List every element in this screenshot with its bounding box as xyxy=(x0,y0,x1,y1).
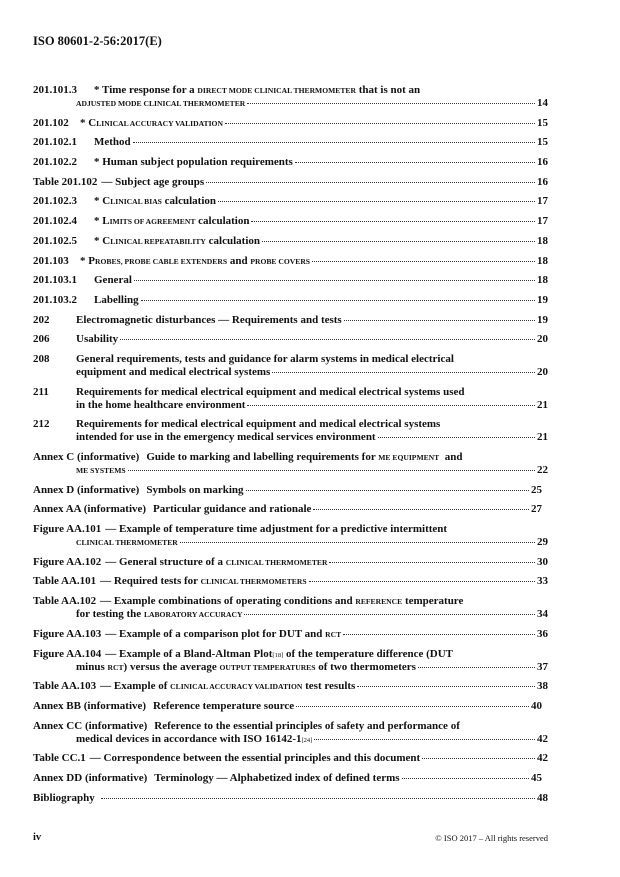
dot-leader xyxy=(246,490,529,491)
toc-entry-page-number[interactable]: 18 xyxy=(537,234,548,247)
toc-entry[interactable] xyxy=(33,176,548,189)
toc-entry-number: Annex BB (informative) xyxy=(33,699,147,712)
dot-leader xyxy=(422,758,535,759)
toc-entry-title-text: — Example of temperature time adjustment for a predictive intermittent xyxy=(105,523,448,536)
toc-entry-line xyxy=(33,418,548,431)
toc-entry-title-text: * P xyxy=(80,254,95,267)
toc-entry-line xyxy=(33,274,548,287)
toc-entry-number: Annex AA (informative) xyxy=(33,503,147,516)
toc-entry[interactable] xyxy=(33,523,548,549)
toc-entry-page-number[interactable]: 22 xyxy=(537,464,548,476)
toc-entry-title-text: ROBES, PROBE CABLE EXTENDERS xyxy=(94,256,228,266)
toc-entry-line xyxy=(33,117,548,130)
toc-entry-title-text: [18] xyxy=(272,651,284,659)
toc-entry-title-text: Guide to marking and labelling requirements for xyxy=(146,451,379,463)
toc-entry-number: Table AA.103 xyxy=(33,680,97,693)
dot-leader xyxy=(133,142,535,143)
toc-entry-number: 201.103.2 xyxy=(33,293,77,306)
toc-entry-title-text: IMITS OF AGREEMENT xyxy=(109,217,196,227)
dot-leader xyxy=(120,339,535,340)
toc-entry[interactable] xyxy=(33,418,548,444)
toc-entry-line xyxy=(33,575,548,588)
toc-entry-line xyxy=(33,156,548,169)
toc-entry-title-text: — Correspondence between the essential principles and this document xyxy=(89,752,421,765)
toc-entry-title-text: RCT xyxy=(107,662,124,672)
toc-entry-line xyxy=(33,556,548,569)
toc-entry-number: 201.103.1 xyxy=(33,274,77,287)
dot-leader xyxy=(247,405,535,406)
toc-entry-title-text: LINICAL REPEATABILITY xyxy=(110,236,206,246)
toc-entry-number: Figure AA.103 xyxy=(33,627,102,640)
dot-leader xyxy=(134,280,535,281)
toc-entry[interactable] xyxy=(33,503,548,516)
toc-entry-page-number[interactable]: 37 xyxy=(537,660,548,673)
dot-leader xyxy=(206,182,535,183)
toc-entry[interactable] xyxy=(33,156,548,169)
toc-entry-line xyxy=(33,215,548,228)
table-of-contents xyxy=(33,84,548,811)
toc-entry-number: Annex DD (informative) xyxy=(33,771,148,784)
toc-entry-number: Figure AA.104 xyxy=(33,647,102,660)
dot-leader xyxy=(262,241,535,242)
toc-entry-title-text: CLINICAL THERMOMETER xyxy=(225,557,328,567)
toc-entry-line xyxy=(33,648,548,661)
toc-entry-line xyxy=(33,536,548,549)
toc-entry-number: 212 xyxy=(33,418,50,431)
toc-entry-title-text: — Example of a Bland-Altman Plot xyxy=(105,647,273,660)
toc-entry-title-text: General xyxy=(94,274,132,287)
toc-entry[interactable] xyxy=(33,648,548,674)
toc-entry-title-text: in the home healthcare environment xyxy=(76,398,246,411)
toc-entry-page-number[interactable]: 20 xyxy=(537,333,548,346)
toc-entry-line xyxy=(33,366,548,379)
toc-entry-title-text: CLINICAL ACCURACY VALIDATION xyxy=(170,682,303,692)
toc-entry[interactable] xyxy=(33,628,548,641)
toc-entry-number: Table CC.1 xyxy=(33,752,86,765)
toc-entry-page-number[interactable]: 14 xyxy=(537,97,548,109)
toc-entry-page-number[interactable]: 25 xyxy=(531,483,542,496)
toc-entry-title-text: * C xyxy=(94,195,111,208)
dot-leader xyxy=(378,437,535,438)
toc-entry-line xyxy=(33,608,548,621)
toc-entry[interactable] xyxy=(33,333,548,346)
toc-entry-number: 201.101.3 xyxy=(33,84,77,96)
toc-entry[interactable] xyxy=(33,314,548,327)
toc-entry-number: Table AA.102 xyxy=(33,595,97,608)
toc-entry-number: 201.103 xyxy=(33,254,69,267)
toc-entry-title-text: LABORATORY ACCURACY xyxy=(143,610,243,620)
toc-entry-line xyxy=(33,680,548,693)
toc-entry-number: 208 xyxy=(33,352,50,365)
dot-leader xyxy=(180,542,535,543)
toc-entry-title-text: that is not an xyxy=(355,84,421,96)
toc-entry-line xyxy=(33,792,548,805)
toc-entry-title-text: * Human subject population requirements xyxy=(94,156,293,169)
toc-entry[interactable] xyxy=(33,117,548,130)
toc-entry-title-text: Electromagnetic disturbances — Requirements and tests xyxy=(76,313,342,326)
toc-entry-title-text: Symbols on marking xyxy=(146,483,244,496)
toc-entry[interactable] xyxy=(33,195,548,208)
toc-entry-line xyxy=(33,353,548,366)
toc-entry-page-number[interactable]: 40 xyxy=(531,699,542,712)
toc-entry-line xyxy=(33,294,548,307)
toc-entry-title-text: Labelling xyxy=(94,293,139,306)
dot-leader xyxy=(128,470,535,471)
toc-entry-line xyxy=(33,386,548,399)
toc-entry-title-text: * C xyxy=(80,116,97,129)
toc-entry-title-text: Terminology — Alphabetized index of defined terms xyxy=(154,771,400,784)
toc-entry-title-text: calculation xyxy=(205,234,261,247)
toc-entry[interactable] xyxy=(33,255,548,268)
dot-leader xyxy=(343,634,535,635)
dot-leader xyxy=(312,261,535,262)
toc-entry[interactable] xyxy=(33,215,548,228)
toc-entry-line xyxy=(33,333,548,346)
toc-entry-line xyxy=(33,661,548,674)
toc-entry-line xyxy=(33,772,548,785)
toc-entry-title-text: ADJUSTED MODE CLINICAL THERMOMETER xyxy=(76,99,246,108)
toc-entry-page-number[interactable]: 30 xyxy=(537,555,548,568)
toc-entry-page-number[interactable]: 42 xyxy=(537,732,548,745)
toc-entry-title-text: ME EQUIPMENT xyxy=(378,453,440,462)
dot-leader xyxy=(272,372,535,373)
toc-entry-line xyxy=(33,255,548,268)
toc-entry[interactable] xyxy=(33,752,548,765)
toc-entry-title-text: — Example of a comparison plot for DUT and xyxy=(105,627,326,640)
toc-entry-title-text: of two thermometers xyxy=(315,660,416,673)
toc-entry[interactable] xyxy=(33,235,548,248)
toc-entry-title-text: ) versus the average xyxy=(123,660,220,673)
toc-entry-title-text: medical devices in accordance with ISO 16142-1 xyxy=(76,732,302,745)
toc-entry[interactable] xyxy=(33,792,548,805)
toc-entry[interactable] xyxy=(33,386,548,412)
toc-entry-line xyxy=(33,235,548,248)
dot-leader xyxy=(247,103,535,104)
toc-entry-number: 202 xyxy=(33,313,50,326)
toc-entry-title-text: intended for use in the emergency medical services environment xyxy=(76,431,376,444)
toc-entry-page-number[interactable]: 45 xyxy=(531,771,542,784)
toc-entry-line xyxy=(33,595,548,608)
dot-leader xyxy=(329,562,535,563)
toc-entry-title-text: Usability xyxy=(76,333,119,346)
toc-entry-line xyxy=(33,523,548,536)
toc-entry-title-text: and xyxy=(439,451,463,463)
toc-entry-line xyxy=(33,720,548,733)
toc-entry-line xyxy=(33,733,548,746)
toc-entry-title-text: temperature xyxy=(402,595,464,608)
toc-entry-page-number[interactable]: 20 xyxy=(537,365,548,378)
toc-entry-number: Annex C (informative) xyxy=(33,451,140,463)
toc-entry-page-number[interactable]: 17 xyxy=(537,195,548,208)
toc-entry-title-text: calculation xyxy=(161,195,216,208)
toc-entry-number: 206 xyxy=(33,333,50,346)
dot-leader xyxy=(314,739,535,740)
toc-entry-title-text: — Example combinations of operating conditions and xyxy=(100,595,356,608)
toc-entry-line xyxy=(33,431,548,444)
toc-entry-title-text: CLINICAL THERMOMETERS xyxy=(200,577,307,587)
toc-entry-title-text: LINICAL BIAS xyxy=(110,197,162,207)
toc-entry-title-text: Method xyxy=(94,136,131,149)
toc-entry-title-text: * Time response for a xyxy=(94,84,198,96)
toc-entry-page-number[interactable]: 19 xyxy=(537,293,548,306)
toc-entry-title-text: DIRECT MODE CLINICAL THERMOMETER xyxy=(197,86,356,95)
toc-entry-title-text: Particular guidance and rationale xyxy=(153,503,312,516)
toc-entry-number: Figure AA.102 xyxy=(33,555,102,568)
toc-entry-page-number[interactable]: 38 xyxy=(537,680,548,693)
toc-entry-page-number[interactable]: 48 xyxy=(537,791,548,804)
toc-entry-title-text: General requirements, tests and guidance for alarm systems in medical electrical xyxy=(76,352,454,365)
toc-entry[interactable] xyxy=(33,575,548,588)
dot-leader xyxy=(218,201,535,202)
toc-entry-title-text: and xyxy=(227,254,251,267)
toc-entry[interactable] xyxy=(33,353,548,379)
toc-entry-title-text: OUTPUT TEMPERATURES xyxy=(219,662,316,672)
toc-entry-page-number[interactable]: 33 xyxy=(537,575,548,588)
toc-entry-number: 201.102.5 xyxy=(33,234,77,247)
toc-entry-page-number[interactable]: 17 xyxy=(537,215,548,228)
toc-entry-line xyxy=(33,136,548,149)
toc-entry[interactable] xyxy=(33,274,548,287)
toc-entry-title-text: [24] xyxy=(301,736,313,744)
toc-entry-title-text: CLINICAL THERMOMETER xyxy=(76,538,178,548)
toc-entry-title-text: LINICAL ACCURACY VALIDATION xyxy=(96,118,223,128)
toc-entry-title-text: — General structure of a xyxy=(105,555,226,568)
toc-entry-page-number[interactable]: 34 xyxy=(537,608,548,621)
toc-entry-line xyxy=(33,97,548,110)
toc-entry-number: Annex D (informative) xyxy=(33,483,140,496)
dot-leader xyxy=(225,123,535,124)
toc-entry-line xyxy=(33,628,548,641)
toc-entry-page-number[interactable]: 42 xyxy=(537,752,548,765)
toc-entry-line xyxy=(33,314,548,327)
toc-entry-page-number[interactable]: 15 xyxy=(537,136,548,149)
toc-entry-title-text: of the temperature difference (DUT xyxy=(283,647,453,660)
dot-leader xyxy=(402,778,529,779)
dot-leader xyxy=(418,667,535,668)
toc-entry[interactable] xyxy=(33,556,548,569)
toc-entry[interactable] xyxy=(33,136,548,149)
toc-entry-number: 201.102.4 xyxy=(33,215,77,228)
toc-entry[interactable] xyxy=(33,720,548,746)
toc-entry-page-number[interactable]: 18 xyxy=(537,274,548,287)
toc-entry-title-text: equipment and medical electrical systems xyxy=(76,365,271,378)
toc-entry[interactable] xyxy=(33,294,548,307)
toc-entry-line xyxy=(33,84,548,97)
toc-entry-page-number[interactable]: 15 xyxy=(537,116,548,129)
toc-entry-title-text: — Subject age groups xyxy=(101,175,205,188)
toc-entry-number: 201.102 xyxy=(33,116,69,129)
toc-entry-title-text: Requirements for medical electrical equipment and medical electrical systems xyxy=(76,418,441,431)
toc-entry[interactable] xyxy=(33,484,548,497)
toc-entry-number: 201.102.3 xyxy=(33,195,77,208)
toc-entry-title-text: calculation xyxy=(195,215,250,228)
toc-entry[interactable] xyxy=(33,700,548,713)
toc-entry-number: 201.102.1 xyxy=(33,136,77,149)
toc-entry-number: 211 xyxy=(33,385,49,398)
toc-entry-number: Table 201.102 xyxy=(33,175,98,188)
toc-entry-line xyxy=(33,700,548,713)
dot-leader xyxy=(309,581,535,582)
toc-entry-line xyxy=(33,464,548,477)
toc-entry-title-text: Reference temperature source xyxy=(153,699,295,712)
toc-entry-title-text: * C xyxy=(94,234,111,247)
dot-leader xyxy=(295,162,535,163)
toc-entry-page-number[interactable]: 18 xyxy=(537,254,548,267)
toc-entry-title-text: Reference to the essential principles of safety and performance of xyxy=(154,719,460,732)
toc-entry-title-text: test results xyxy=(302,680,356,693)
toc-entry-page-number[interactable]: 16 xyxy=(537,175,548,188)
dot-leader xyxy=(251,221,535,222)
toc-entry-page-number[interactable]: 27 xyxy=(531,503,542,516)
toc-entry-number: Annex CC (informative) xyxy=(33,719,148,732)
toc-entry-title-text: minus xyxy=(76,660,108,673)
toc-entry-line xyxy=(33,176,548,189)
toc-entry-line xyxy=(33,451,548,464)
dot-leader xyxy=(296,706,529,707)
toc-entry-number: Figure AA.101 xyxy=(33,523,102,536)
toc-entry-page-number[interactable]: 21 xyxy=(537,398,548,411)
toc-entry-page-number[interactable]: 21 xyxy=(537,431,548,444)
toc-entry-title-text: — Required tests for xyxy=(100,575,201,588)
toc-entry-title-text: PROBE COVERS xyxy=(250,256,311,266)
toc-entry-title-text: * L xyxy=(94,215,110,228)
toc-entry[interactable] xyxy=(33,84,548,110)
toc-entry-title-text: REFERENCE xyxy=(355,597,403,607)
toc-entry[interactable] xyxy=(33,451,548,477)
toc-entry-title-text: Requirements for medical electrical equipment and medical electrical systems used xyxy=(76,385,465,398)
toc-entry-number: Bibliography xyxy=(33,791,95,804)
page-number: iv xyxy=(33,832,42,843)
document-header-title: ISO 80601-2-56:2017(E) xyxy=(33,34,162,48)
toc-entry-title-text: ME SYSTEMS xyxy=(76,466,126,475)
toc-entry-line xyxy=(33,503,548,516)
copyright-notice: © ISO 2017 – All rights reserved xyxy=(435,833,548,843)
toc-entry-title-text: for testing the xyxy=(76,608,144,621)
toc-entry-page-number[interactable]: 19 xyxy=(537,313,548,326)
toc-entry-line xyxy=(33,399,548,412)
dot-leader xyxy=(357,686,535,687)
toc-entry-number: 201.102.2 xyxy=(33,156,77,169)
toc-entry-page-number[interactable]: 16 xyxy=(537,156,548,169)
toc-entry-page-number[interactable]: 36 xyxy=(537,627,548,640)
dot-leader xyxy=(101,798,535,799)
toc-entry[interactable] xyxy=(33,772,548,785)
toc-entry-line xyxy=(33,752,548,765)
dot-leader xyxy=(313,509,529,510)
toc-entry-title-text: — Example of xyxy=(100,680,171,693)
toc-entry-number: Table AA.101 xyxy=(33,575,97,588)
toc-entry-line xyxy=(33,484,548,497)
dot-leader xyxy=(244,614,535,615)
toc-entry[interactable] xyxy=(33,595,548,621)
dot-leader xyxy=(141,300,535,301)
toc-entry-page-number[interactable]: 29 xyxy=(537,536,548,549)
toc-entry-line xyxy=(33,195,548,208)
toc-entry[interactable] xyxy=(33,680,548,693)
toc-entry-title-text: RCT xyxy=(325,629,342,639)
dot-leader xyxy=(344,320,535,321)
